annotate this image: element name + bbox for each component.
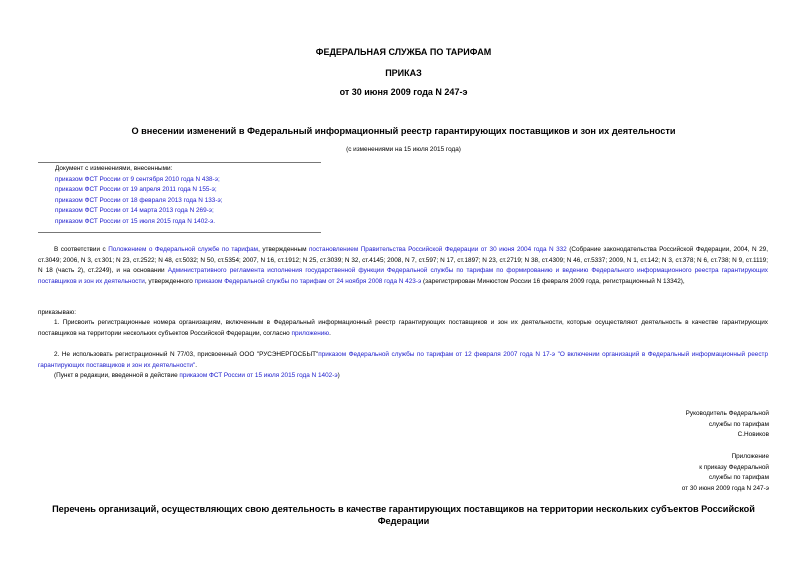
signature-block bbox=[686, 409, 769, 441]
preamble-text: , утвержденным bbox=[258, 246, 309, 253]
preamble-paragraph bbox=[38, 245, 768, 287]
item-1-text: 1. Присвоить регистрационные номера организациям, включенным в Федеральный информационный реестр гарантирующих поставщиков и зон их деятельности, которые осуществляют деятельность в качестве гарантирующих поставщиков на территории нескольких субъектов Российской Федерации, согласно bbox=[38, 319, 768, 337]
amendment-link[interactable]: приказом ФСТ России от 18 февраля 2013 года N 133-э; bbox=[55, 196, 223, 204]
doc-subject: О внесении изменений в Федеральный информационный реестр гарантирующих поставщиков и зон их деятельности bbox=[131, 126, 676, 136]
appendix-ref: к приказу Федеральной bbox=[699, 463, 769, 471]
appendix-ref: службы по тарифам bbox=[708, 474, 769, 482]
note-text: ) bbox=[337, 372, 340, 379]
item-2-text: 2. Не использовать регистрационный N 77/03, присвоенный ООО "РУСЭНЕРГОСБЫТ" bbox=[54, 351, 319, 358]
preamble-text: В соответствии с bbox=[54, 246, 109, 253]
fst-order-link[interactable]: приказом Федеральной службы по тарифам от 24 ноября 2008 года N 423-э bbox=[194, 277, 422, 285]
doc-type-title: ПРИКАЗ bbox=[385, 68, 422, 78]
fst-order-2007-link[interactable]: приказом Федеральной службы по тарифам от 12 февраля 2007 года N 17-э "О включении организаций в Федеральный информационный реестр гарантирующих поставщиков и зон их деятельности" bbox=[38, 351, 768, 369]
amendment-link[interactable]: приказом ФСТ России от 15 июля 2015 года N 1402-э. bbox=[55, 217, 215, 225]
divider-bottom bbox=[38, 232, 321, 233]
signature-position: Руководитель Федеральной bbox=[685, 410, 769, 417]
appendix-block bbox=[682, 452, 769, 494]
signature-agency: службы по тарифам bbox=[708, 420, 769, 428]
item-1-paragraph bbox=[38, 318, 768, 339]
amendments-heading: Документ с изменениями, внесенными: bbox=[55, 165, 173, 172]
item-2-note bbox=[54, 371, 340, 382]
signature-name: С.Новиков bbox=[737, 431, 769, 439]
preamble-text: , утвержденного bbox=[144, 277, 195, 285]
preamble-text: (зарегистрирован Минюстом России 16 февраля 2009 года, регистрационный N 13342), bbox=[421, 277, 685, 285]
agency-title: ФЕДЕРАЛЬНАЯ СЛУЖБА ПО ТАРИФАМ bbox=[315, 47, 492, 57]
revision-note: (с изменениями на 15 июля 2015 года) bbox=[346, 146, 461, 153]
list-title bbox=[0, 503, 807, 527]
amendment-link[interactable]: приказом ФСТ России от 19 апреля 2011 года N 155-э; bbox=[55, 186, 217, 194]
order-word: приказываю: bbox=[38, 309, 76, 316]
amendments-block bbox=[55, 164, 223, 228]
regulation-link[interactable]: Положением о Федеральной службе по тарифам bbox=[108, 246, 259, 253]
appendix-heading: Приложение bbox=[731, 453, 769, 460]
amendment-link[interactable]: приказом ФСТ России от 14 марта 2013 года N 269-э; bbox=[55, 207, 214, 215]
appendix-ref: от 30 июня 2009 года N 247-э bbox=[681, 484, 769, 492]
admin-regulation-link[interactable]: Административного регламента исполнения государственной функции Федеральной службы по тарифам по формированию и ведению Федерального информационного реестра гарантирующих поставщиков и зон их деятельности bbox=[38, 267, 768, 285]
note-text: (Пункт в редакции, введенной в действие bbox=[54, 372, 180, 379]
list-title-line: Перечень организаций, осуществляющих свою деятельность в качестве гарантирующих поставщиков на территории нескольких субъектов Российской bbox=[52, 504, 755, 514]
appendix-link[interactable]: приложению bbox=[291, 329, 330, 337]
divider-top bbox=[38, 162, 321, 163]
amendment-link[interactable]: приказом ФСТ России от 9 сентября 2010 года N 438-э; bbox=[55, 175, 220, 183]
list-title-line: Федерации bbox=[377, 516, 430, 526]
doc-date-number: от 30 июня 2009 года N 247-э bbox=[339, 87, 468, 97]
preamble-text: (Собрание законодательства Российской Федерации, 2004, N 29, ст.3049; 2006, N 3, ст.301; N 23, ст.2522; N 48, ст.5032; N 50, ст.5354; 2007, N 16, ст.1912; N 25, ст.3039; N 32, ст.4145; 2008, N 7, ст.597; N 17, ст.1897; N 23, ст.2719; N 38, ст.4309; N 46, ст.5337; 2009, N 1, ст.142; N 3, ст.378; N 6, ст.738; N 9, ст.1119; N 18 (часть 2), ст.2249), и на основании bbox=[38, 246, 768, 275]
item-2-paragraph bbox=[38, 350, 768, 371]
item-1-text: . bbox=[329, 329, 331, 337]
government-decree-link[interactable]: постановлением Правительства Российской Федерации от 30 июня 2004 года N 332 bbox=[308, 246, 567, 253]
item-2-text: . bbox=[195, 361, 198, 369]
amendment-2015-link[interactable]: приказом ФСТ России от 15 июля 2015 года N 1402-э bbox=[179, 372, 338, 379]
